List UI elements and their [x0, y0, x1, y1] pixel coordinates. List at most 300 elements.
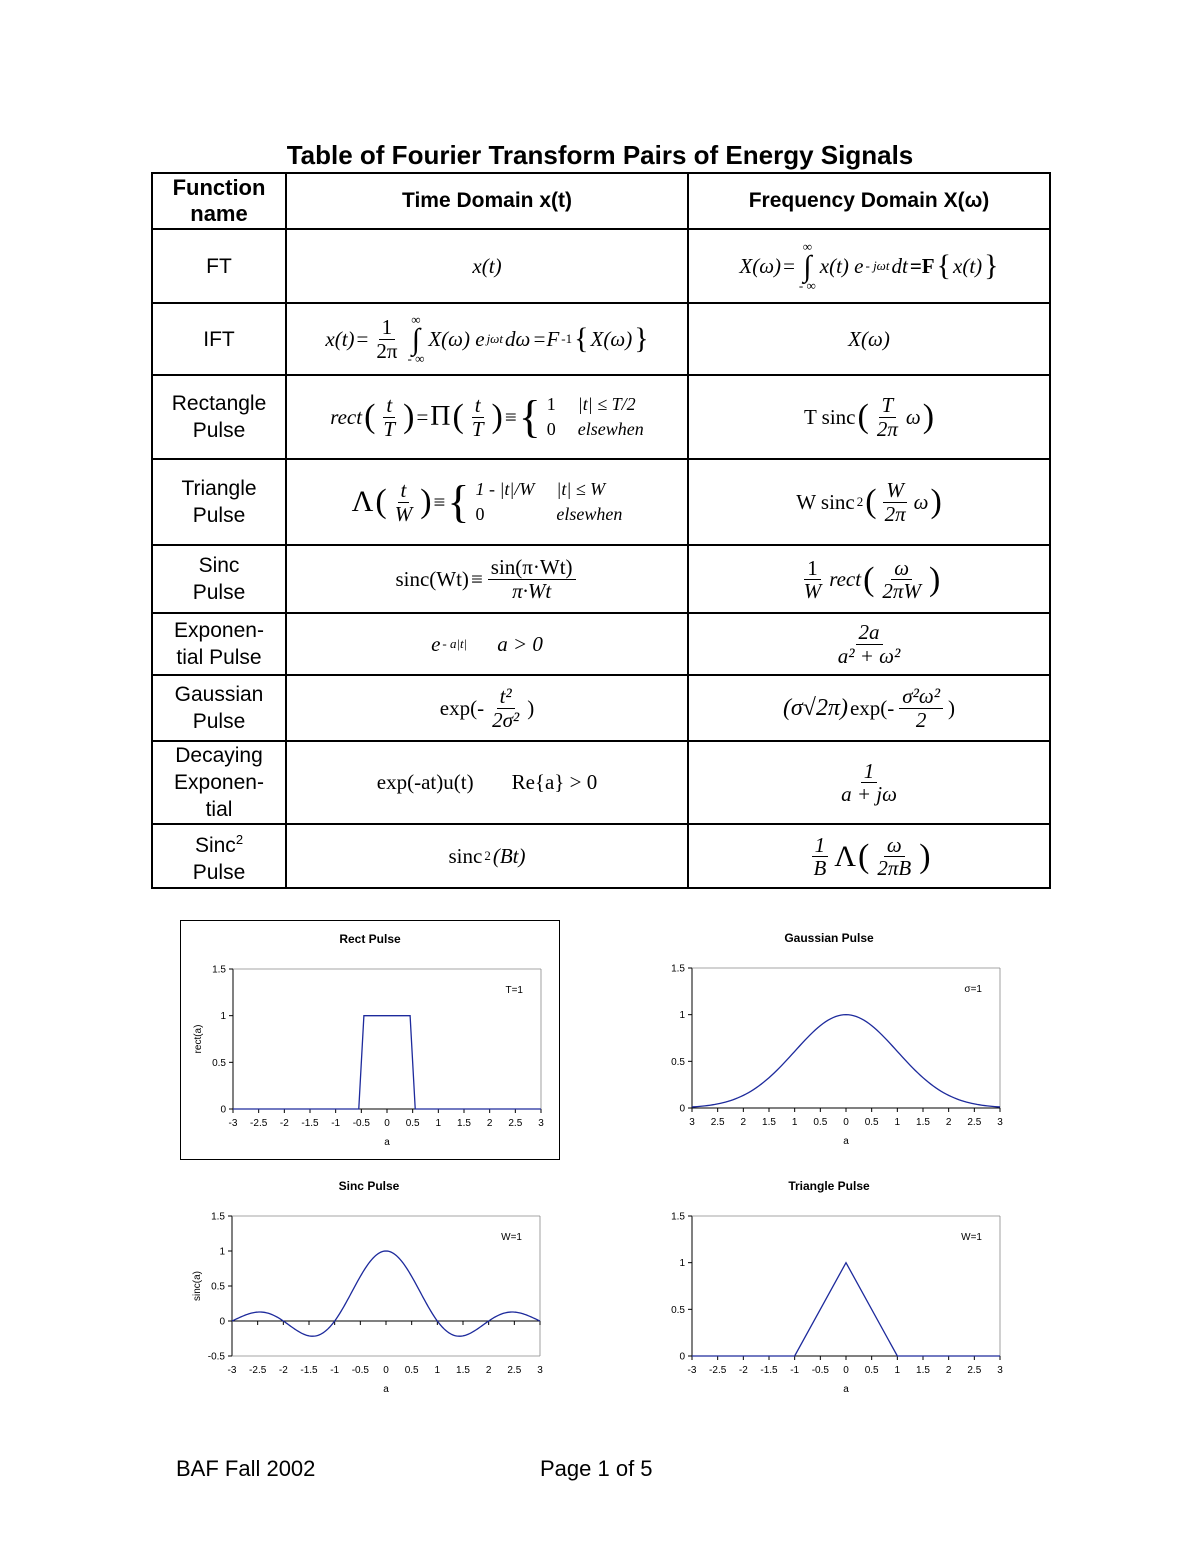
ft-operator: =F [909, 253, 935, 278]
frac-num: t² [497, 685, 515, 708]
paren-left: ( [858, 837, 870, 875]
ift-integral [407, 311, 425, 366]
y-tick-label: 0.5 [671, 1056, 685, 1068]
ift-lhs: x(t) [325, 326, 355, 351]
ift-time-cell [286, 303, 688, 375]
sinc2-freq-coef [810, 834, 829, 879]
x-tick-label: 0.5 [864, 1117, 879, 1128]
gauss-frac [489, 685, 522, 730]
lambda-symbol: Λ [351, 485, 374, 518]
y-axis-label: rect(a) [193, 1024, 204, 1054]
x-tick-label: -1 [330, 1365, 340, 1376]
chart-title: Gaussian Pulse [784, 931, 874, 945]
ift-freq-expr: X(ω) [848, 326, 890, 351]
x-tick-label: -2 [278, 1365, 288, 1376]
sinc-time-cell [286, 545, 688, 613]
frac-den: T [383, 416, 396, 441]
gaussian-series-line [692, 1015, 1000, 1107]
ift-inverse: -1 [561, 331, 573, 346]
case-value: 0 [475, 504, 485, 524]
triangle-pulse-svg [640, 1168, 1018, 1406]
x-tick-label: 0 [843, 1117, 849, 1128]
y-tick-label: 0 [219, 1316, 225, 1328]
sinc-wt: sinc(Wt) [395, 566, 469, 591]
frac-num: ω [884, 834, 905, 857]
row-name-rectangle [152, 375, 286, 459]
sinc-freq-coef [801, 557, 825, 602]
squared: 2 [856, 494, 864, 509]
omega: ω [913, 489, 929, 514]
row-name-ft [152, 229, 286, 303]
x-tick-label: 2 [740, 1117, 747, 1128]
table-header-row [152, 173, 1050, 229]
ft-int-lower: - ∞ [798, 277, 816, 293]
paren-right: ) [930, 483, 942, 520]
ft-time-cell [286, 229, 688, 303]
row-name-label: Gaussian [174, 683, 264, 706]
table-row [152, 675, 1050, 741]
row-name-label: Rectangle [171, 392, 267, 415]
y-tick-label: 0.5 [211, 1281, 225, 1293]
ift-exponent: jωt [486, 331, 503, 346]
ift-operator: =F [532, 326, 560, 351]
chart-annotation: σ=1 [964, 984, 982, 995]
pi-symbol: Π [430, 401, 451, 432]
case-condition: |t| ≤ W [556, 479, 606, 499]
y-tick-label: 1 [219, 1246, 225, 1258]
x-tick-label: 0.5 [813, 1117, 828, 1128]
paren-left: ( [865, 483, 877, 520]
ft-brace-left: { [936, 249, 952, 282]
y-tick-label: 0.5 [212, 1057, 226, 1069]
page-title: Table of Fourier Transform Pairs of Energy Signals [286, 140, 914, 170]
chart-title: Rect Pulse [339, 932, 401, 946]
ft-freq-cell [688, 229, 1050, 303]
y-tick-label: -0.5 [207, 1351, 225, 1363]
row-name-label [153, 826, 285, 859]
rect-series-line [233, 1016, 541, 1109]
paren-left: ( [364, 398, 376, 435]
sinc2-freq-expr [807, 834, 930, 879]
table-row [152, 303, 1050, 375]
sinc2-freq-frac [874, 834, 914, 879]
tri-equiv: ≡ [433, 489, 446, 514]
x-tick-label: 2 [485, 1365, 492, 1376]
ift-brace-left: { [574, 322, 589, 355]
paren-right: ) [420, 483, 432, 520]
gauss-freq-frac [899, 685, 943, 730]
ift-eq: = [356, 326, 369, 351]
ift-dw: dω [504, 326, 531, 351]
y-tick-label: 0 [679, 1103, 685, 1115]
ft-arg: x(t) [953, 253, 983, 278]
decay-freq-cell [688, 741, 1050, 824]
sinc2-time-expr [449, 844, 526, 869]
paren-left: ( [863, 560, 875, 598]
row-name-label: Decaying [175, 744, 263, 767]
table-row [152, 545, 1050, 613]
frac-num: 1 [804, 557, 821, 580]
paren-right: ) [491, 398, 503, 435]
row-name-gaussian [152, 675, 286, 741]
x-tick-label: -2 [279, 1118, 289, 1129]
decay-condition: Re{a} > 0 [511, 770, 598, 794]
w-sinc: W sinc [796, 489, 855, 514]
case-condition: elsewhen [556, 504, 623, 524]
x-tick-label: 3 [997, 1365, 1003, 1376]
frac-num: t [398, 479, 410, 502]
x-tick-label: 2.5 [508, 1118, 523, 1129]
frac-den: a + jω [841, 782, 897, 806]
sinc-arg: (Bt) [492, 843, 526, 868]
x-tick-label: -1.5 [760, 1365, 778, 1376]
footer-page-number: Page 1 of 5 [540, 1456, 653, 1481]
x-tick-label: -0.5 [352, 1118, 370, 1129]
y-tick-label: 1.5 [212, 964, 226, 976]
x-tick-label: 1 [894, 1365, 901, 1376]
rect-word: rect [829, 567, 862, 591]
y-tick-label: 0 [679, 1351, 685, 1363]
x-tick-label: -3 [227, 1365, 237, 1376]
frac-den: 2π [884, 501, 906, 526]
x-tick-label: 0 [843, 1365, 849, 1376]
ift-frac-num: 1 [379, 316, 396, 339]
paren-right: ) [922, 398, 935, 435]
rect-time-cell [286, 375, 688, 459]
frac-num: ω [891, 557, 912, 580]
header-time-domain: Time Domain x(t) [286, 173, 688, 229]
paren-left: ( [857, 398, 869, 435]
x-tick-label: 2.5 [967, 1365, 982, 1376]
exp-time-expr [431, 632, 543, 657]
x-tick-label: 1.5 [456, 1365, 470, 1376]
x-tick-label: 3 [538, 1118, 544, 1129]
sinc-freq-frac [879, 557, 924, 602]
header-frequency-domain: Frequency Domain X(ω) [688, 173, 1050, 229]
sinc-freq-expr [798, 557, 941, 602]
y-tick-label: 0 [220, 1104, 226, 1116]
squared: 2 [484, 848, 491, 863]
exp-sup: - a|t| [442, 636, 468, 651]
sinc2-time-cell [286, 824, 688, 888]
chart-annotation: W=1 [501, 1232, 522, 1243]
x-tick-label: 2 [945, 1365, 952, 1376]
table-row [152, 741, 1050, 824]
frac-num: 1 [812, 834, 829, 857]
ft-eq: = [783, 253, 795, 278]
ft-int-symbol: ∫ [803, 249, 812, 283]
gaussian-pulse-svg [640, 920, 1018, 1158]
ft-time-expr: x(t) [472, 253, 502, 278]
frac-num: sin(π·Wt) [488, 556, 576, 579]
paren-left: ( [452, 398, 464, 435]
x-tick-label: 3 [689, 1117, 695, 1128]
ift-brace-right: } [634, 322, 649, 355]
rect-freq-frac [874, 394, 901, 439]
gauss-time-expr [440, 685, 534, 730]
rect-freq-cell [688, 375, 1050, 459]
sinc2-word: Sinc [194, 834, 236, 857]
x-tick-label: 1 [894, 1117, 901, 1128]
table-row [152, 459, 1050, 545]
decay-expr: exp(-at)u(t) [376, 770, 474, 794]
row-name-ift [152, 303, 286, 375]
x-tick-label: 2.5 [710, 1117, 725, 1128]
x-tick-label: 1.5 [457, 1118, 471, 1129]
x-tick-label: -2.5 [249, 1365, 267, 1376]
sinc-word: sinc [448, 843, 483, 868]
gauss-freq-cell [688, 675, 1050, 741]
x-tick-label: 0 [383, 1365, 389, 1376]
exp-freq-frac [835, 621, 904, 666]
frac-num: 2a [856, 621, 883, 644]
x-tick-label: 2 [486, 1118, 493, 1129]
sinc-frac [488, 556, 576, 601]
frac-den: a² + ω² [837, 643, 901, 668]
tri-time-expr [351, 476, 623, 527]
row-name-sinc [152, 545, 286, 613]
ift-arg: X(ω) [590, 326, 633, 351]
x-tick-label: 0.5 [405, 1118, 420, 1129]
table-row [152, 375, 1050, 459]
frac-den: π·Wt [512, 578, 552, 603]
sinc2-freq-cell [688, 824, 1050, 888]
x-tick-label: 2.5 [507, 1365, 522, 1376]
exp-e: e [431, 631, 441, 656]
gauss-freq-expr [783, 685, 955, 730]
ft-freq-expr [739, 238, 999, 293]
rect-word: rect [330, 404, 363, 429]
row-name-label: Sinc [198, 554, 240, 577]
gaussian-pulse-chart [640, 920, 1018, 1158]
rect-pulse-chart [180, 920, 560, 1160]
x-tick-label: 3 [537, 1365, 543, 1376]
sinc-equiv: ≡ [470, 566, 483, 591]
gauss-time-cell [286, 675, 688, 741]
table-row [152, 824, 1050, 888]
case-value: 1 - |t|/W [475, 479, 535, 499]
ift-int-lower: - ∞ [407, 350, 425, 366]
exp-time-cell [286, 613, 688, 675]
ft-integrand: x(t) e [819, 253, 864, 278]
header-function-name [152, 173, 286, 229]
paren-right: ) [928, 560, 941, 598]
ift-int-upper: ∞ [411, 311, 421, 327]
x-tick-label: -2.5 [709, 1365, 727, 1376]
paren-left: ( [375, 483, 387, 520]
ft-integral [798, 238, 816, 293]
tri-freq-frac [882, 479, 909, 524]
x-tick-label: 2.5 [967, 1117, 982, 1128]
frac-num: 1 [861, 760, 878, 783]
rect-freq-expr [804, 394, 934, 439]
ift-integrand: X(ω) e [428, 326, 485, 351]
x-tick-label: 1 [791, 1117, 798, 1128]
frac-den: 2π [876, 416, 898, 441]
row-name-label: Pulse [192, 581, 246, 604]
tri-frac [392, 479, 416, 524]
x-tick-label: 1 [435, 1118, 442, 1129]
x-axis-label: a [383, 1384, 389, 1395]
frac-den: B [813, 856, 827, 880]
y-tick-label: 1 [220, 1011, 226, 1023]
row-name-sinc2 [152, 824, 286, 888]
x-tick-label: -2 [738, 1365, 748, 1376]
table-row [152, 229, 1050, 303]
frac-num: T [879, 394, 897, 417]
ift-int-symbol: ∫ [411, 322, 421, 356]
row-name-label: tial [205, 798, 233, 821]
rect-time-expr [330, 391, 644, 442]
row-name-label: Triangle [181, 477, 257, 500]
x-tick-label: 0.5 [864, 1365, 879, 1376]
rect-eq: = [416, 404, 429, 429]
omega: ω [905, 404, 921, 429]
sinc-pulse-chart [180, 1168, 558, 1406]
x-axis-label: a [843, 1136, 849, 1147]
header-name-line-1: Function [172, 175, 266, 200]
frac-num: t [383, 394, 395, 417]
row-name-triangle [152, 459, 286, 545]
x-tick-label: -0.5 [811, 1365, 829, 1376]
x-tick-label: 0.5 [404, 1365, 419, 1376]
table-row [152, 613, 1050, 675]
t-sinc: T sinc [803, 404, 856, 429]
fourier-table [151, 172, 1051, 889]
rect-frac-1 [380, 394, 398, 439]
case-value: 1 [546, 394, 556, 414]
x-tick-label: -1.5 [300, 1365, 318, 1376]
case-condition: |t| ≤ T/2 [577, 394, 636, 414]
rect-frac-2 [469, 394, 487, 439]
frac-den: T [471, 416, 484, 441]
row-name-label: Pulse [192, 861, 246, 884]
x-tick-label: 1 [434, 1365, 441, 1376]
x-tick-label: -2.5 [250, 1118, 268, 1129]
decay-time-cell [286, 741, 688, 824]
ft-brace-right: } [984, 249, 999, 282]
y-tick-label: 1.5 [671, 1211, 685, 1223]
x-tick-label: 1.5 [916, 1117, 930, 1128]
row-name-label: Pulse [192, 419, 246, 442]
ift-time-expr [325, 311, 649, 366]
row-name-exponential [152, 613, 286, 675]
x-tick-label: -1.5 [301, 1118, 319, 1129]
frac-num: W [883, 479, 907, 502]
frac-den: 2σ² [492, 707, 520, 732]
rect-cases [547, 394, 644, 440]
frac-den: 2 [915, 707, 927, 732]
x-tick-label: 2 [945, 1117, 952, 1128]
sinc-pulse-svg [180, 1168, 558, 1406]
decay-time-expr [377, 770, 597, 795]
paren-right: ) [919, 837, 931, 875]
ft-dt: dt [891, 253, 908, 278]
ift-frac-den: 2π [376, 338, 398, 363]
x-tick-label: -0.5 [351, 1365, 369, 1376]
tri-cases [475, 479, 622, 525]
x-axis-label: a [843, 1384, 849, 1395]
exp-minus: exp(- [439, 695, 485, 720]
sinc-freq-cell [688, 545, 1050, 613]
close-paren: ) [948, 695, 956, 720]
ft-exponent: - jωt [865, 258, 890, 273]
frac-den: 2πW [882, 579, 921, 603]
x-tick-label: -1 [790, 1365, 800, 1376]
footer-author: BAF Fall 2002 [176, 1456, 316, 1481]
tri-freq-expr [796, 479, 942, 524]
row-name-label: IFT [203, 327, 235, 351]
frac-num: t [472, 394, 484, 417]
paren-right: ) [403, 398, 415, 435]
exp-minus: exp(- [849, 695, 895, 720]
row-name-label: Pulse [192, 710, 246, 733]
row-name-label: Pulse [192, 504, 246, 527]
frac-den: W [394, 501, 413, 526]
header-name-line-2: name [190, 201, 248, 226]
row-name-decaying [152, 741, 286, 824]
exp-freq-cell [688, 613, 1050, 675]
rect-equiv: ≡ [504, 404, 517, 429]
y-tick-label: 0.5 [671, 1304, 685, 1316]
ft-int-upper: ∞ [802, 238, 812, 254]
ft-lhs: X(ω) [739, 253, 782, 278]
y-tick-label: 1.5 [671, 963, 685, 975]
triangle-pulse-chart [640, 1168, 1018, 1406]
ift-freq-cell [688, 303, 1050, 375]
frac-den: 2πB [877, 856, 912, 880]
frac-num: σ²ω² [899, 685, 943, 708]
row-name-label: Exponen- [174, 771, 264, 794]
y-tick-label: 1 [679, 1010, 685, 1022]
chart-annotation: W=1 [961, 1232, 982, 1243]
x-tick-label: -3 [687, 1365, 697, 1376]
row-name-label: Exponen- [174, 619, 264, 642]
x-tick-label: -3 [228, 1118, 238, 1129]
tri-freq-cell [688, 459, 1050, 545]
chart-title: Triangle Pulse [788, 1179, 870, 1193]
y-tick-label: 1.5 [211, 1211, 225, 1223]
frac-den: W [803, 579, 822, 603]
x-tick-label: 3 [997, 1117, 1003, 1128]
sinc-time-expr [395, 556, 578, 601]
x-tick-label: 1.5 [762, 1117, 776, 1128]
chart-title: Sinc Pulse [338, 1179, 400, 1193]
rect-pulse-svg [181, 921, 559, 1159]
sigma-sqrt: (σ√2π) [782, 694, 848, 721]
tri-time-cell [286, 459, 688, 545]
sinc2-sup: 2 [235, 832, 244, 847]
lambda-symbol: Λ [834, 839, 857, 873]
cases-brace: { [447, 476, 470, 527]
x-tick-label: -1 [331, 1118, 341, 1129]
y-axis-label: sinc(a) [192, 1270, 203, 1302]
row-name-label: FT [206, 254, 232, 278]
case-condition: elsewhen [577, 419, 644, 439]
triangle-series-line [692, 1263, 1000, 1356]
cases-brace: { [518, 391, 541, 442]
ift-fraction [373, 316, 400, 361]
y-tick-label: 1 [679, 1258, 685, 1270]
x-axis-label: a [384, 1137, 390, 1148]
chart-annotation: T=1 [505, 985, 523, 996]
x-tick-label: 0 [384, 1118, 390, 1129]
decay-freq-frac [838, 760, 900, 805]
row-name-label: tial Pulse [176, 646, 262, 669]
case-value: 0 [546, 419, 556, 439]
close-paren: ) [527, 695, 535, 720]
exp-condition: a > 0 [497, 631, 543, 656]
